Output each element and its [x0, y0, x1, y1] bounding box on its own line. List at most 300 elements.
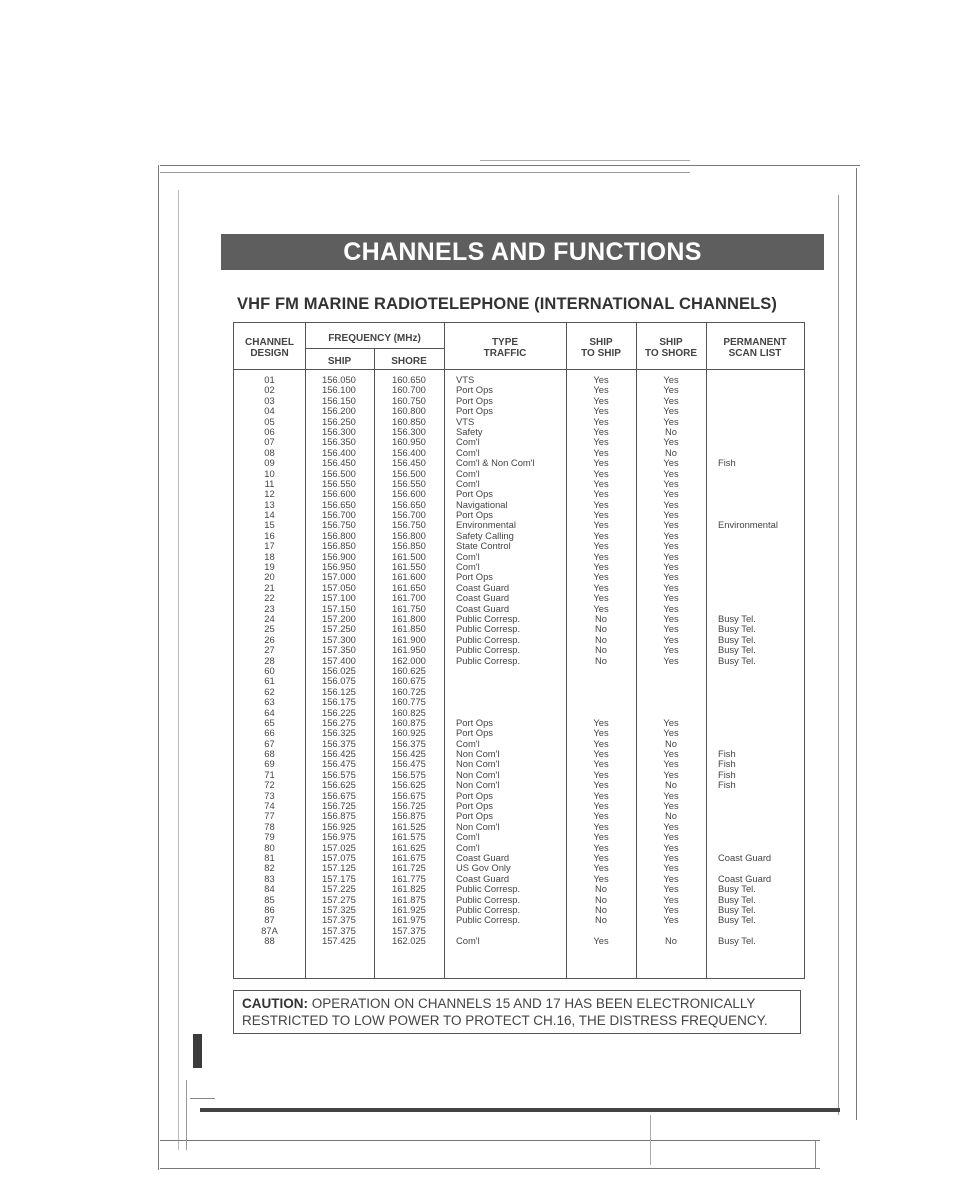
cell-ship-freq: 157.325: [322, 903, 356, 915]
cell-scan-list: [718, 541, 778, 551]
cell-type-traffic: Port Ops: [456, 384, 493, 396]
column-divider: [444, 323, 445, 978]
cell-ship-freq: 156.650: [322, 498, 356, 510]
cell-ship-to-ship: [566, 697, 636, 707]
cell-ship-freq: 157.050: [322, 581, 356, 593]
cell-shore-freq: 161.975: [392, 914, 426, 926]
cell-type-traffic: Navigational: [456, 498, 508, 510]
caution-label: CAUTION:: [242, 996, 308, 1011]
cell-type-traffic: [456, 666, 535, 676]
cell-shore-freq: 162.025: [392, 935, 426, 947]
column-divider: [706, 323, 707, 978]
cell-ship-freq: 157.175: [322, 872, 356, 884]
cell-shore-freq: 160.825: [392, 706, 426, 718]
cell-channel: 87A: [261, 924, 278, 936]
cell-channel: 63: [264, 696, 275, 708]
paper-edge: [160, 165, 860, 166]
cell-shore-freq: 156.625: [392, 779, 426, 791]
cell-ship-freq: 156.125: [322, 685, 356, 697]
cell-ship-to-shore: Yes: [663, 488, 679, 500]
paper-edge: [160, 1140, 820, 1141]
cell-shore-freq: 156.425: [392, 748, 426, 760]
cell-ship-to-shore: Yes: [663, 644, 679, 656]
cell-ship-to-ship: Yes: [593, 810, 609, 822]
cell-type-traffic: [456, 676, 535, 686]
cell-type-traffic: US Gov Only: [456, 862, 511, 874]
cell-shore-freq: 161.675: [392, 851, 426, 863]
cell-ship-to-ship: Yes: [593, 394, 609, 406]
cell-shore-freq: 161.575: [392, 831, 426, 843]
cell-shore-freq: 156.500: [392, 467, 426, 479]
cell-ship-to-shore: Yes: [663, 519, 679, 531]
channel-table: [233, 322, 805, 979]
cell-channel: 16: [264, 529, 275, 541]
header-channel: CHANNEL DESIGN: [245, 337, 294, 359]
cell-ship-freq: 157.125: [322, 862, 356, 874]
cell-ship-to-shore: No: [665, 737, 677, 749]
header-type-traffic: TYPE TRAFFIC: [483, 337, 527, 359]
header-ship: SHIP: [327, 356, 352, 367]
cell-ship-to-shore: Yes: [663, 592, 679, 604]
cell-ship-freq: 156.875: [322, 810, 356, 822]
cell-channel: 69: [264, 758, 275, 770]
cell-ship-to-shore: Yes: [663, 903, 679, 915]
cell-ship-to-shore: Yes: [663, 602, 679, 614]
cell-ship-to-shore: Yes: [663, 633, 679, 645]
cell-ship-to-ship: Yes: [593, 550, 609, 562]
cell-ship-freq: 156.275: [322, 716, 356, 728]
paper-edge: [190, 1098, 215, 1099]
cell-type-traffic: Non Com'l: [456, 758, 500, 770]
cell-scan-list: Fish: [718, 457, 736, 469]
cell-type-traffic: Public Corresp.: [456, 903, 521, 915]
cell-ship-to-shore: Yes: [663, 789, 679, 801]
cell-ship-to-shore: Yes: [663, 561, 679, 573]
cell-shore-freq: 156.725: [392, 800, 426, 812]
cell-channel: 13: [264, 498, 275, 510]
cell-shore-freq: 160.625: [392, 664, 426, 676]
cell-shore-freq: 156.700: [392, 509, 426, 521]
cell-scan-list: [718, 562, 778, 572]
cell-ship-to-ship: Yes: [593, 405, 609, 417]
cell-ship-freq: 156.850: [322, 540, 356, 552]
cell-scan-list: [718, 385, 778, 395]
cell-ship-to-shore: Yes: [663, 623, 679, 635]
cell-channel: 25: [264, 623, 275, 635]
cell-channel: 82: [264, 862, 275, 874]
cell-channel: 03: [264, 394, 275, 406]
cell-ship-freq: 157.025: [322, 841, 356, 853]
cell-type-traffic: Com'l: [456, 935, 480, 947]
cell-channel: 28: [264, 654, 275, 666]
cell-ship-to-ship: Yes: [593, 571, 609, 583]
cell-type-traffic: Coast Guard: [456, 592, 510, 604]
cell-channel: 81: [264, 851, 275, 863]
cell-ship-to-ship: Yes: [593, 602, 609, 614]
cell-type-traffic: Port Ops: [456, 488, 493, 500]
cell-ship-to-ship: No: [595, 654, 607, 666]
cell-channel: 22: [264, 592, 275, 604]
cell-scan-list: Busy Tel.: [718, 644, 756, 656]
cell-ship-to-ship: Yes: [593, 581, 609, 593]
cell-channel: 08: [264, 446, 275, 458]
cell-scan-list: [718, 489, 778, 499]
cell-scan-list: Coast Guard: [718, 851, 772, 863]
cell-type-traffic: Coast Guard: [456, 872, 510, 884]
caution-text: OPERATION ON CHANNELS 15 AND 17 HAS BEEN ELECTRONICALLY RESTRICTED TO LOW POWER TO PROTECT CH.16, THE DISTRESS FREQUENCY.: [242, 996, 768, 1028]
cell-ship-to-shore: Yes: [663, 758, 679, 770]
cell-scan-list: [718, 593, 778, 603]
cell-ship-to-ship: Yes: [593, 748, 609, 760]
cell-ship-freq: 156.475: [322, 758, 356, 770]
cell-scan-list: [718, 728, 778, 738]
paper-edge: [480, 160, 690, 161]
cell-channel: 14: [264, 509, 275, 521]
cell-ship-freq: 156.975: [322, 831, 356, 843]
cell-ship-to-shore: Yes: [663, 612, 679, 624]
cell-ship-freq: 156.450: [322, 457, 356, 469]
cell-channel: 83: [264, 872, 275, 884]
cell-ship-freq: 156.400: [322, 446, 356, 458]
cell-type-traffic: Com'l: [456, 737, 480, 749]
cell-shore-freq: 156.550: [392, 477, 426, 489]
cell-ship-to-shore: Yes: [663, 716, 679, 728]
cell-scan-list: [718, 406, 778, 416]
cell-ship-freq: 156.025: [322, 664, 356, 676]
cell-ship-to-shore: Yes: [663, 841, 679, 853]
cell-ship-to-ship: No: [595, 644, 607, 656]
cell-shore-freq: 161.525: [392, 820, 426, 832]
cell-type-traffic: Com'l: [456, 467, 480, 479]
cell-ship-to-shore: Yes: [663, 800, 679, 812]
paper-edge: [838, 195, 839, 1115]
cell-type-traffic: [456, 687, 535, 697]
column-type-traffic: [456, 375, 535, 946]
cell-channel: 68: [264, 748, 275, 760]
cell-channel: 23: [264, 602, 275, 614]
cell-shore-freq: 161.600: [392, 571, 426, 583]
cell-channel: 20: [264, 571, 275, 583]
cell-shore-freq: 156.750: [392, 519, 426, 531]
cell-channel: 64: [264, 706, 275, 718]
cell-scan-list: [718, 708, 778, 718]
cell-ship-to-shore: Yes: [663, 820, 679, 832]
cell-type-traffic: Port Ops: [456, 800, 493, 812]
cell-type-traffic: Safety: [456, 425, 483, 437]
cell-channel: 01: [264, 374, 275, 385]
cell-shore-freq: 161.650: [392, 581, 426, 593]
cell-shore-freq: 160.750: [392, 394, 426, 406]
cell-scan-list: [718, 697, 778, 707]
cell-ship-to-shore: No: [665, 779, 677, 791]
cell-ship-to-ship: Yes: [593, 488, 609, 500]
cell-channel: 71: [264, 768, 275, 780]
cell-ship-freq: 157.350: [322, 644, 356, 656]
cell-shore-freq: 156.675: [392, 789, 426, 801]
cell-scan-list: [718, 427, 778, 437]
cell-scan-list: [718, 822, 778, 832]
cell-ship-to-ship: No: [595, 612, 607, 624]
header-divider: [305, 348, 444, 349]
cell-ship-to-ship: Yes: [593, 935, 609, 947]
cell-channel: 09: [264, 457, 275, 469]
cell-scan-list: [718, 676, 778, 686]
cell-type-traffic: Port Ops: [456, 394, 493, 406]
cell-shore-freq: 160.725: [392, 685, 426, 697]
cell-ship-to-ship: Yes: [593, 851, 609, 863]
cell-ship-to-shore: Yes: [663, 550, 679, 562]
cell-shore-freq: 160.700: [392, 384, 426, 396]
cell-ship-freq: 156.575: [322, 768, 356, 780]
header-scan-list: PERMANENT SCAN LIST: [723, 337, 787, 359]
cell-ship-to-ship: Yes: [593, 446, 609, 458]
cell-scan-list: [718, 500, 778, 510]
cell-ship-to-shore: Yes: [663, 477, 679, 489]
cell-scan-list: [718, 811, 778, 821]
cell-ship-to-shore: No: [665, 446, 677, 458]
cell-ship-to-shore: Yes: [663, 581, 679, 593]
cell-channel: 18: [264, 550, 275, 562]
cell-ship-freq: 156.950: [322, 561, 356, 573]
cell-channel: 21: [264, 581, 275, 593]
cell-type-traffic: Public Corresp.: [456, 654, 521, 666]
cell-ship-to-ship: Yes: [593, 592, 609, 604]
cell-ship-to-shore: Yes: [663, 384, 679, 396]
cell-type-traffic: Non Com'l: [456, 768, 500, 780]
header-frequency: FREQUENCY (MHz): [328, 333, 421, 344]
cell-shore-freq: 161.500: [392, 550, 426, 562]
cell-shore-freq: 160.800: [392, 405, 426, 417]
cell-type-traffic: Public Corresp.: [456, 623, 521, 635]
cell-channel: 74: [264, 800, 275, 812]
cell-scan-list: Busy Tel.: [718, 612, 756, 624]
cell-ship-freq: 157.150: [322, 602, 356, 614]
cell-scan-list: [718, 832, 778, 842]
cell-ship-to-shore: No: [665, 935, 677, 947]
cell-type-traffic: Port Ops: [456, 789, 493, 801]
cell-shore-freq: 156.875: [392, 810, 426, 822]
cell-ship-freq: 157.275: [322, 893, 356, 905]
paper-edge: [650, 1115, 651, 1165]
cell-type-traffic: Public Corresp.: [456, 612, 521, 624]
cell-ship-freq: 156.175: [322, 696, 356, 708]
cell-ship-freq: 156.050: [322, 374, 356, 385]
cell-ship-to-shore: Yes: [663, 862, 679, 874]
cell-ship-to-shore: [636, 697, 706, 707]
cell-shore-freq: 156.475: [392, 758, 426, 770]
cell-scan-list: [718, 791, 778, 801]
column-ship-freq: [322, 375, 356, 946]
cell-channel: 11: [264, 477, 275, 489]
header-ship-to-ship: SHIP TO SHIP: [581, 337, 621, 359]
table-subtitle: VHF FM MARINE RADIOTELEPHONE (INTERNATIONAL CHANNELS): [237, 295, 778, 313]
column-shore-freq: [392, 375, 426, 946]
header-ship-to-shore: SHIP TO SHORE: [644, 337, 698, 359]
cell-ship-to-ship: [566, 676, 636, 686]
column-ship-to-shore: [636, 375, 706, 946]
cell-channel: 80: [264, 841, 275, 853]
cell-type-traffic: Non Com'l: [456, 779, 500, 791]
cell-type-traffic: Public Corresp.: [456, 914, 521, 926]
cell-ship-freq: 156.925: [322, 820, 356, 832]
cell-scan-list: Fish: [718, 768, 736, 780]
cell-ship-to-shore: [636, 666, 706, 676]
cell-type-traffic: Public Corresp.: [456, 644, 521, 656]
cell-ship-freq: 156.225: [322, 706, 356, 718]
cell-ship-to-shore: Yes: [663, 893, 679, 905]
cell-ship-to-ship: No: [595, 633, 607, 645]
cell-channel: 67: [264, 737, 275, 749]
cell-type-traffic: Com'l: [456, 831, 480, 843]
column-divider: [305, 323, 306, 978]
cell-ship-to-ship: Yes: [593, 509, 609, 521]
cell-type-traffic: Com'l: [456, 841, 480, 853]
cell-channel: 87: [264, 914, 275, 926]
cell-ship-to-ship: Yes: [593, 716, 609, 728]
cell-shore-freq: 157.375: [392, 924, 426, 936]
cell-scan-list: [718, 469, 778, 479]
cell-channel: 15: [264, 519, 275, 531]
cell-ship-freq: 157.100: [322, 592, 356, 604]
cell-type-traffic: Port Ops: [456, 509, 493, 521]
cell-channel: 17: [264, 540, 275, 552]
cell-ship-to-ship: Yes: [593, 498, 609, 510]
cell-ship-to-ship: Yes: [593, 529, 609, 541]
cell-ship-to-ship: Yes: [593, 737, 609, 749]
cell-ship-to-shore: Yes: [663, 540, 679, 552]
cell-channel: 19: [264, 561, 275, 573]
cell-ship-freq: 157.425: [322, 935, 356, 947]
cell-shore-freq: 156.650: [392, 498, 426, 510]
cell-ship-freq: 156.250: [322, 415, 356, 427]
cell-ship-to-shore: Yes: [663, 498, 679, 510]
cell-shore-freq: 161.625: [392, 841, 426, 853]
cell-ship-freq: 156.425: [322, 748, 356, 760]
cell-ship-freq: 157.000: [322, 571, 356, 583]
cell-shore-freq: 156.800: [392, 529, 426, 541]
cell-shore-freq: 161.850: [392, 623, 426, 635]
cell-ship-to-ship: Yes: [593, 540, 609, 552]
cell-ship-freq: 156.550: [322, 477, 356, 489]
cell-ship-to-shore: Yes: [663, 415, 679, 427]
cell-scan-list: Environmental: [718, 519, 778, 531]
cell-scan-list: [718, 666, 778, 676]
cell-type-traffic: Non Com'l: [456, 748, 500, 760]
cell-channel: 02: [264, 384, 275, 396]
cell-scan-list: Busy Tel.: [718, 633, 756, 645]
cell-shore-freq: 161.725: [392, 862, 426, 874]
cell-ship-freq: 157.200: [322, 612, 356, 624]
cell-scan-list: [718, 687, 778, 697]
cell-ship-freq: 156.200: [322, 405, 356, 417]
cell-ship-to-ship: Yes: [593, 477, 609, 489]
cell-ship-to-shore: [636, 687, 706, 697]
cell-channel: 88: [264, 935, 275, 947]
cell-scan-list: [718, 375, 778, 385]
cell-shore-freq: 156.450: [392, 457, 426, 469]
cell-ship-to-shore: Yes: [663, 914, 679, 926]
cell-shore-freq: 156.600: [392, 488, 426, 500]
cell-scan-list: Coast Guard: [718, 872, 772, 884]
cell-ship-freq: 156.500: [322, 467, 356, 479]
cell-type-traffic: Environmental: [456, 519, 516, 531]
cell-ship-to-ship: Yes: [593, 384, 609, 396]
cell-type-traffic: VTS: [456, 374, 475, 385]
cell-ship-freq: 156.750: [322, 519, 356, 531]
cell-scan-list: [718, 531, 778, 541]
cell-shore-freq: 161.800: [392, 612, 426, 624]
cell-ship-freq: 156.675: [322, 789, 356, 801]
cell-scan-list: [718, 396, 778, 406]
cell-ship-to-ship: Yes: [593, 727, 609, 739]
cell-channel: 84: [264, 883, 275, 895]
cell-ship-to-ship: No: [595, 914, 607, 926]
cell-ship-freq: 156.900: [322, 550, 356, 562]
cell-ship-to-shore: Yes: [663, 571, 679, 583]
cell-channel: 26: [264, 633, 275, 645]
cell-shore-freq: 161.950: [392, 644, 426, 656]
cell-ship-to-ship: Yes: [593, 800, 609, 812]
cell-type-traffic: State Control: [456, 540, 511, 552]
cell-shore-freq: 156.300: [392, 425, 426, 437]
cell-channel: 10: [264, 467, 275, 479]
cell-channel: 62: [264, 685, 275, 697]
cell-scan-list: Busy Tel.: [718, 883, 756, 895]
paper-edge: [160, 1168, 820, 1169]
cell-shore-freq: 161.775: [392, 872, 426, 884]
cell-ship-to-ship: Yes: [593, 872, 609, 884]
cell-ship-to-shore: Yes: [663, 374, 679, 385]
cell-ship-freq: 157.250: [322, 623, 356, 635]
cell-channel: 12: [264, 488, 275, 500]
cell-shore-freq: 160.675: [392, 675, 426, 687]
cell-ship-to-shore: Yes: [663, 872, 679, 884]
cell-ship-to-shore: Yes: [663, 405, 679, 417]
cell-shore-freq: 160.925: [392, 727, 426, 739]
column-scan-list: [718, 375, 778, 946]
cell-scan-list: Busy Tel.: [718, 893, 756, 905]
cell-channel: 60: [264, 664, 275, 676]
cell-shore-freq: 160.775: [392, 696, 426, 708]
cell-ship-to-shore: No: [665, 810, 677, 822]
page-title: CHANNELS AND FUNCTIONS: [221, 234, 824, 270]
cell-channel: 85: [264, 893, 275, 905]
cell-ship-to-shore: Yes: [663, 509, 679, 521]
paper-edge: [178, 190, 179, 1150]
cell-shore-freq: 161.700: [392, 592, 426, 604]
cell-type-traffic: [456, 697, 535, 707]
cell-ship-to-shore: [636, 676, 706, 686]
cell-ship-to-ship: Yes: [593, 862, 609, 874]
cell-ship-freq: 156.725: [322, 800, 356, 812]
cell-ship-freq: 156.800: [322, 529, 356, 541]
cell-channel: 27: [264, 644, 275, 656]
cell-shore-freq: 156.850: [392, 540, 426, 552]
cell-channel: 04: [264, 405, 275, 417]
cell-ship-freq: 156.700: [322, 509, 356, 521]
cell-ship-freq: 156.300: [322, 425, 356, 437]
cell-ship-freq: 157.075: [322, 851, 356, 863]
cell-shore-freq: 160.950: [392, 436, 426, 448]
cell-ship-freq: 156.325: [322, 727, 356, 739]
cell-shore-freq: 162.000: [392, 654, 426, 666]
cell-ship-to-shore: Yes: [663, 457, 679, 469]
cell-scan-list: [718, 417, 778, 427]
cell-type-traffic: Port Ops: [456, 727, 493, 739]
cell-scan-list: Busy Tel.: [718, 935, 756, 947]
cell-ship-freq: 157.375: [322, 914, 356, 926]
cell-ship-freq: 156.350: [322, 436, 356, 448]
